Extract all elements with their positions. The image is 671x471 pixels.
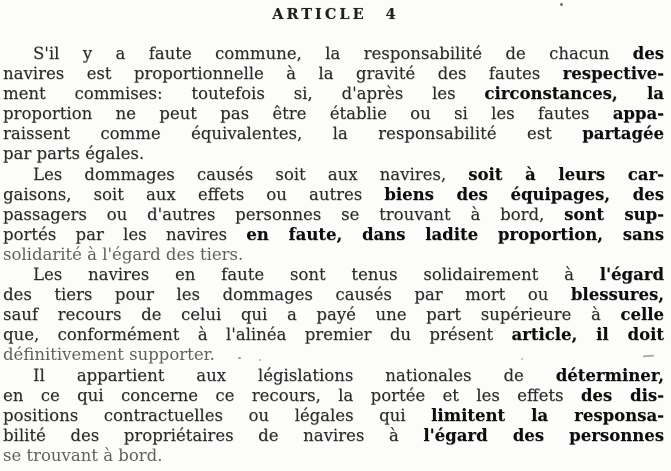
text-line	[3, 245, 664, 265]
text-line	[3, 426, 664, 446]
paragraph	[3, 265, 664, 365]
line-text: gaisons, soit aux effets ou autres	[3, 184, 385, 204]
line-text-bold: soit à leurs car-	[468, 164, 664, 184]
scan-speck	[560, 3, 563, 6]
text-line	[3, 406, 664, 426]
text-line	[3, 205, 664, 225]
paragraph	[3, 44, 664, 165]
line-text-bold: en faute, dans ladite proportion, sans	[246, 224, 664, 244]
text-line	[3, 44, 664, 64]
line-text: proportion ne peut pas être établie ou si les fautes	[3, 104, 613, 124]
text-line	[3, 64, 664, 84]
text-line	[3, 285, 664, 305]
line-text-bold: biens des équipages, des	[384, 184, 664, 204]
scan-speck	[259, 359, 261, 361]
text-line	[3, 345, 664, 365]
text-line	[3, 305, 664, 325]
line-text: ment commises: toutefois si, d'après les	[3, 84, 485, 104]
text-line	[3, 185, 664, 205]
line-text-bold: déterminer,	[555, 365, 664, 385]
text-line	[3, 84, 664, 104]
text-line	[3, 386, 664, 406]
article-title: ARTICLE 4	[272, 6, 399, 23]
text-line	[3, 265, 664, 285]
text-line	[3, 104, 664, 124]
line-text: en ce qui concerne ce recours, la portée et les effets	[3, 385, 581, 405]
line-text: navires est proportionnelle à la gravité des fautes	[3, 64, 563, 84]
line-text-bold: respective-	[562, 64, 664, 84]
scan-speck	[238, 357, 241, 359]
line-text: Il appartient aux législations nationales de	[33, 365, 556, 385]
line-text-bold: l'égard	[599, 265, 664, 285]
line-text: raissent comme équivalentes, la responsabilité est	[3, 124, 583, 144]
text-line	[3, 124, 664, 144]
line-text: se trouvant à bord.	[3, 445, 163, 465]
text-line	[3, 366, 664, 386]
line-text-bold: appa-	[612, 104, 664, 124]
line-text-bold: limitent la responsa-	[431, 405, 664, 425]
line-text-bold: sont sup-	[564, 204, 665, 224]
line-text: Les navires en faute sont tenus solidairement à	[33, 265, 600, 285]
line-text-bold: partagée	[582, 124, 664, 144]
line-text: définitivement supporter.	[3, 345, 215, 365]
line-text: S'il y a faute commune, la responsabilité de chacun	[33, 44, 633, 63]
line-text-bold: des	[632, 44, 664, 63]
line-text-bold: blessures,	[570, 285, 664, 305]
line-text: Les dommages causés soit aux navires,	[33, 164, 469, 184]
text-line	[3, 325, 664, 345]
line-text-bold: celle	[620, 305, 664, 325]
line-text-bold: circonstances, la	[484, 84, 664, 104]
line-text: par parts égales.	[3, 144, 145, 164]
article-body	[0, 44, 671, 466]
line-text: positions contractuelles ou légales qui	[3, 405, 432, 425]
line-text: bilité des propriétaires de navires à	[3, 425, 424, 445]
line-text: portés par les navires	[3, 224, 247, 244]
line-text: sauf recours de celui qui a payé une part supérieure à	[3, 305, 621, 325]
line-text: passagers ou d'autres personnes se trouvant à bord,	[3, 204, 565, 224]
text-line	[3, 225, 664, 245]
line-text: que, conformément à l'alinéa premier du présent	[3, 325, 512, 345]
line-text-bold: l'égard des personnes	[423, 425, 664, 445]
paragraph	[3, 366, 664, 466]
line-text: solidarité à l'égard des tiers.	[3, 244, 244, 264]
text-line	[3, 165, 664, 185]
line-text: des tiers pour les dommages causés par mort ou	[3, 285, 571, 305]
text-line	[3, 144, 664, 164]
paragraph	[3, 165, 664, 265]
scan-speck	[521, 358, 523, 360]
text-line	[3, 446, 664, 466]
line-text-bold: article, il doit	[511, 325, 664, 345]
line-text-bold: des dis-	[580, 385, 664, 405]
